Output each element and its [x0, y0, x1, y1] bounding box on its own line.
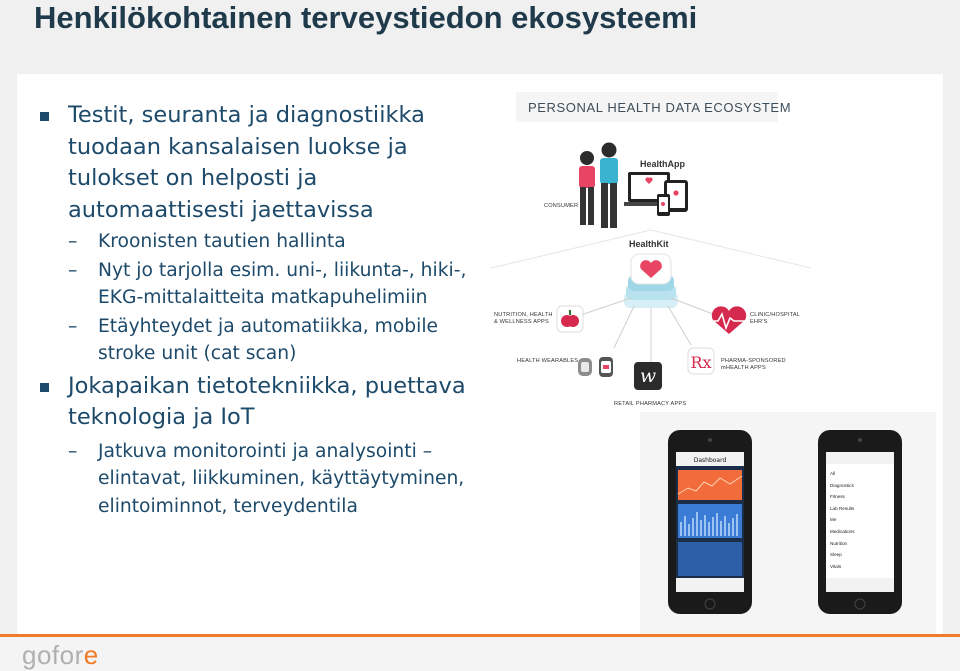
sub-bullet-text: Jatkuva monitorointi ja analysointi – elintavat, liikkuminen, käyttäytyminen, elintoiminnot, terveydentila	[98, 440, 465, 517]
phones-image	[640, 412, 936, 634]
svg-text:w: w	[639, 365, 657, 387]
healthkit-label: HealthKit	[629, 239, 669, 249]
healthkit-icon	[624, 254, 678, 308]
bullet-text: Testit, seuranta ja diagnostiikka tuodaan kansalaisen luokse ja tulokset on helposti ja automaattisesti jaettavissa	[68, 102, 425, 223]
wearables-label: HEALTH WEARABLES	[517, 358, 579, 364]
dashboard-label: Dashboard	[693, 457, 727, 464]
clinic-label-line1: CLINIC/HOSPITAL	[750, 312, 801, 318]
rx-icon	[688, 348, 714, 374]
sub-bullet-item	[40, 313, 470, 368]
clinic-label-line2: EHR'S	[750, 319, 768, 325]
bullet-text: Jokapaikan tietotekniikka, puettava teknologia ja IoT	[68, 372, 466, 430]
clinic-label	[750, 312, 800, 326]
category-item: Fitness	[830, 494, 845, 500]
diagram-title: PERSONAL HEALTH DATA ECOSYSTEM	[528, 100, 792, 115]
footer	[0, 637, 960, 671]
wearables-icon	[578, 357, 613, 377]
pharma-label-line1: PHARMA-SPONSORED	[721, 358, 786, 364]
bullet-item	[40, 100, 470, 226]
svg-text:Rx: Rx	[690, 353, 712, 372]
devices-icon	[624, 172, 688, 216]
pharma-label	[721, 358, 786, 372]
category-item: Me	[830, 517, 837, 523]
category-item: All	[830, 471, 836, 476]
dash-icon: –	[68, 315, 78, 337]
category-item: Diagnostics	[830, 482, 854, 488]
consumer-label: CONSUMER	[544, 203, 579, 209]
page-title: Henkilökohtainen terveystiedon ekosysteemi	[34, 0, 698, 35]
bullet-list	[40, 100, 470, 520]
category-item: Vitals	[830, 563, 842, 569]
logo-text: gofor	[22, 640, 84, 670]
nutrition-label-line1: NUTRITION, HEALTH	[494, 312, 553, 318]
pharma-label-line2: mHEALTH APPS	[721, 365, 766, 371]
apple-app-icon	[557, 306, 583, 332]
gofore-logo	[22, 640, 99, 671]
dash-icon: –	[68, 231, 78, 252]
heart-pulse-icon	[708, 306, 748, 334]
sub-bullet-item	[40, 257, 470, 312]
dash-icon: –	[68, 440, 78, 462]
consumer-people-icon	[579, 143, 618, 229]
dash-icon: –	[68, 259, 78, 281]
healthapp-label: HealthApp	[640, 159, 685, 169]
bullet-item	[40, 371, 470, 434]
sub-bullet-item	[40, 438, 470, 521]
bullet-square-icon	[40, 383, 49, 392]
logo-accent-letter: e	[83, 640, 99, 670]
nutrition-label-line2: & WELLNESS APPS	[494, 319, 549, 325]
sub-bullet-text: Etäyhteydet ja automatiikka, mobile stroke unit (cat scan)	[98, 315, 439, 364]
sub-bullet-text: Nyt jo tarjolla esim. uni-, liikunta-, hiki-, EKG-mittalaitteita matkapuhelimiin	[98, 259, 467, 308]
retail-label: RETAIL PHARMACY APPS	[614, 401, 687, 407]
retail-pharmacy-icon	[634, 362, 662, 390]
bullet-square-icon	[40, 112, 49, 121]
category-item: Nutrition	[830, 540, 848, 546]
sub-bullet-text: Kroonisten tautien hallinta	[98, 231, 346, 252]
sub-bullet-item	[40, 228, 470, 256]
nutrition-label	[494, 312, 553, 326]
category-item: Lab Results	[830, 505, 855, 511]
category-item: Medications	[830, 528, 855, 534]
health-categories-list	[830, 468, 892, 572]
category-item: Sleep	[830, 552, 842, 558]
